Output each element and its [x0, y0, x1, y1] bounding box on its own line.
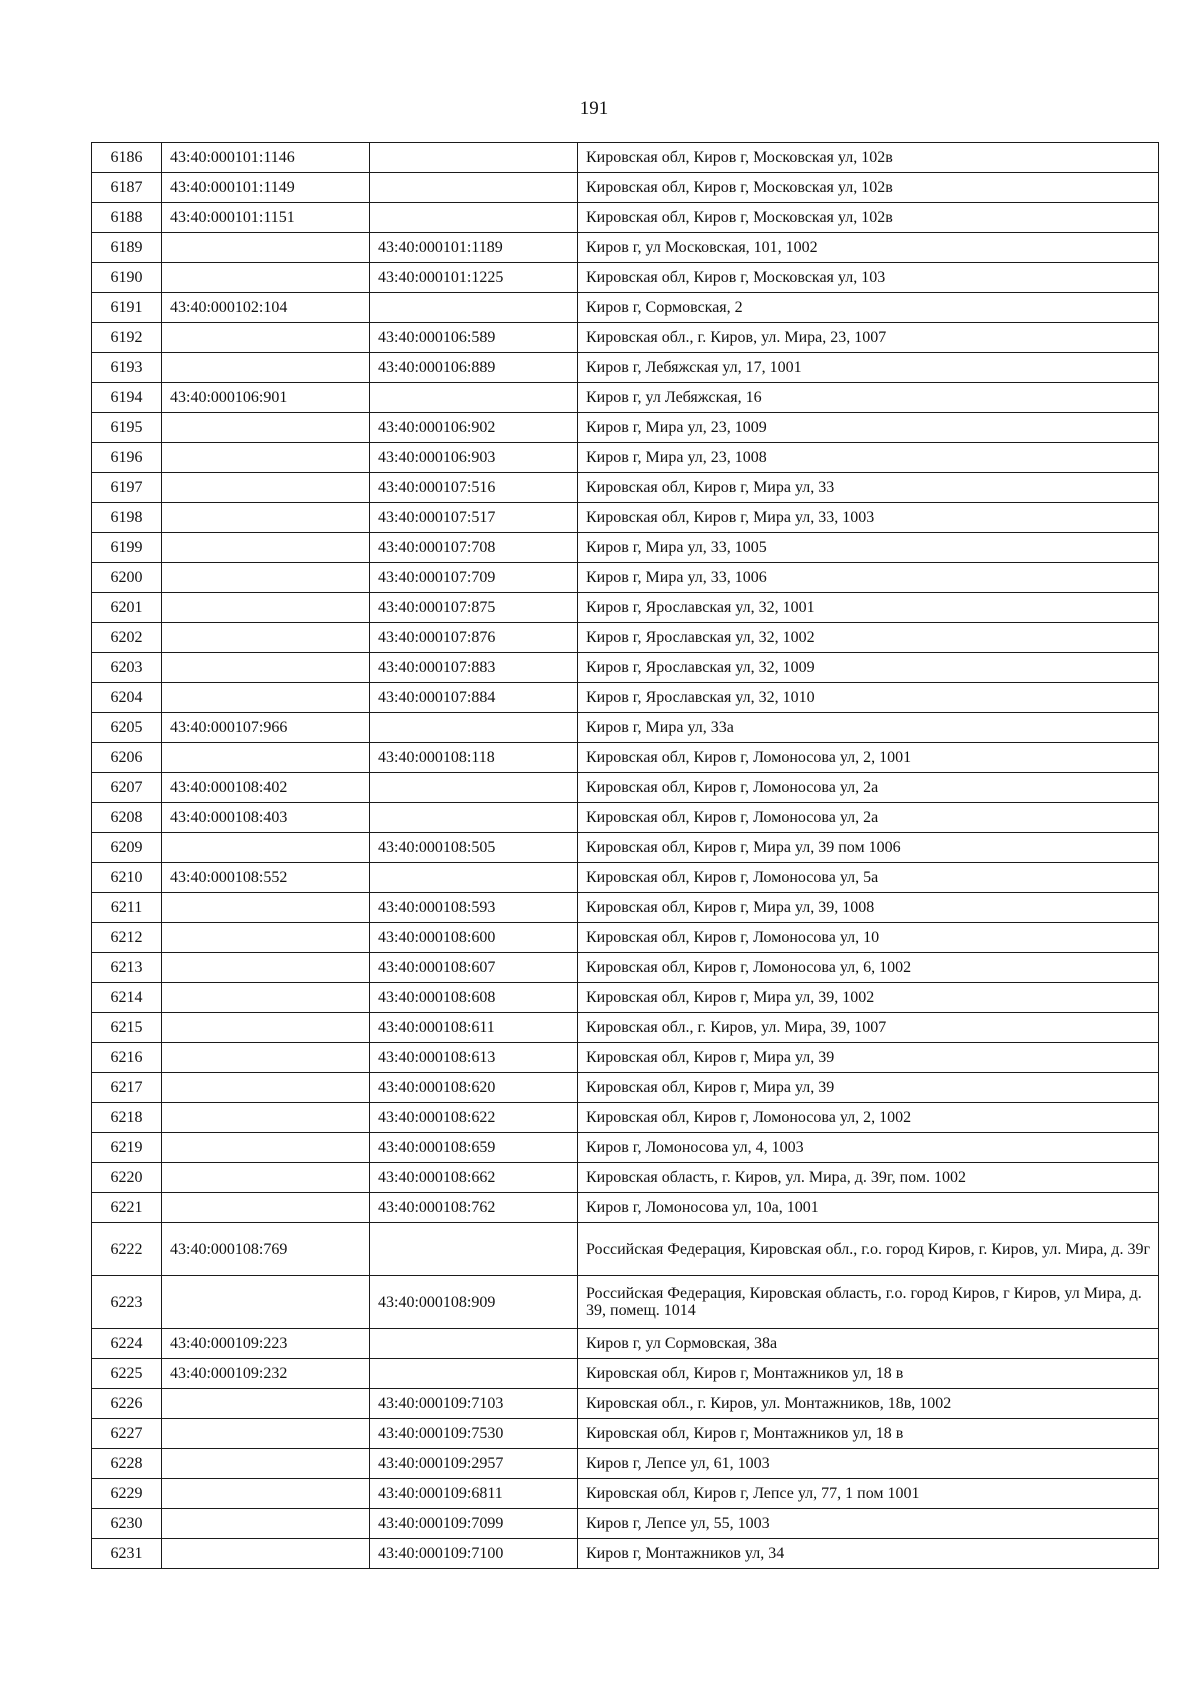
address-cell: Кировская обл, Киров г, Мира ул, 39 пом 1006 — [578, 833, 1159, 863]
address-cell: Кировская обл, Киров г, Монтажников ул, 18 в — [578, 1419, 1159, 1449]
table-row — [92, 1419, 1159, 1449]
row-number-cell: 6202 — [92, 623, 162, 653]
row-number-cell: 6227 — [92, 1419, 162, 1449]
table-row — [92, 1276, 1159, 1329]
row-number-cell: 6216 — [92, 1043, 162, 1073]
row-number-cell: 6224 — [92, 1329, 162, 1359]
address-cell: Киров г, Монтажников ул, 34 — [578, 1539, 1159, 1569]
table-row — [92, 953, 1159, 983]
cadastral-number-cell: 43:40:000107:966 — [162, 713, 370, 743]
cadastral-number-cell — [162, 683, 370, 713]
cadastral-number-cell — [162, 653, 370, 683]
address-cell: Кировская обл, Киров г, Мира ул, 33 — [578, 473, 1159, 503]
cadastral-number-cell: 43:40:000109:232 — [162, 1359, 370, 1389]
row-number-cell: 6194 — [92, 383, 162, 413]
row-number-cell: 6199 — [92, 533, 162, 563]
premises-cadastral-number-cell: 43:40:000107:709 — [370, 563, 578, 593]
premises-cadastral-number-cell: 43:40:000107:517 — [370, 503, 578, 533]
premises-cadastral-number-cell — [370, 1223, 578, 1276]
address-cell: Киров г, Ярославская ул, 32, 1010 — [578, 683, 1159, 713]
row-number-cell: 6223 — [92, 1276, 162, 1329]
cadastral-number-cell: 43:40:000101:1149 — [162, 173, 370, 203]
cadastral-number-cell — [162, 833, 370, 863]
cadastral-number-cell — [162, 893, 370, 923]
premises-cadastral-number-cell: 43:40:000108:909 — [370, 1276, 578, 1329]
row-number-cell: 6192 — [92, 323, 162, 353]
row-number-cell: 6196 — [92, 443, 162, 473]
row-number-cell: 6218 — [92, 1103, 162, 1133]
address-cell: Кировская обл, Киров г, Московская ул, 103 — [578, 263, 1159, 293]
table-row — [92, 173, 1159, 203]
row-number-cell: 6229 — [92, 1479, 162, 1509]
address-cell: Киров г, Мира ул, 33, 1005 — [578, 533, 1159, 563]
premises-cadastral-number-cell: 43:40:000106:889 — [370, 353, 578, 383]
row-number-cell: 6221 — [92, 1193, 162, 1223]
table-row — [92, 233, 1159, 263]
row-number-cell: 6193 — [92, 353, 162, 383]
premises-cadastral-number-cell — [370, 203, 578, 233]
cadastral-number-cell: 43:40:000109:223 — [162, 1329, 370, 1359]
page-number — [0, 98, 1200, 120]
premises-cadastral-number-cell — [370, 383, 578, 413]
table-row — [92, 713, 1159, 743]
address-cell: Кировская обл, Киров г, Ломоносова ул, 2, 1001 — [578, 743, 1159, 773]
table-row — [92, 1163, 1159, 1193]
address-cell: Кировская обл., г. Киров, ул. Мира, 39, 1007 — [578, 1013, 1159, 1043]
address-cell: Кировская обл, Киров г, Ломоносова ул, 6, 1002 — [578, 953, 1159, 983]
row-number-cell: 6191 — [92, 293, 162, 323]
premises-cadastral-number-cell: 43:40:000108:659 — [370, 1133, 578, 1163]
row-number-cell: 6197 — [92, 473, 162, 503]
cadastral-number-cell: 43:40:000106:901 — [162, 383, 370, 413]
address-cell: Кировская обл, Киров г, Мира ул, 39 — [578, 1043, 1159, 1073]
premises-cadastral-number-cell — [370, 1359, 578, 1389]
row-number-cell: 6190 — [92, 263, 162, 293]
address-cell: Киров г, Ярославская ул, 32, 1001 — [578, 593, 1159, 623]
table-row — [92, 203, 1159, 233]
table-row — [92, 1359, 1159, 1389]
row-number-cell: 6212 — [92, 923, 162, 953]
registry-table — [91, 142, 1159, 1569]
address-cell: Кировская обл, Киров г, Мира ул, 33, 1003 — [578, 503, 1159, 533]
address-cell: Киров г, ул Лебяжская, 16 — [578, 383, 1159, 413]
premises-cadastral-number-cell — [370, 293, 578, 323]
table-row — [92, 1389, 1159, 1419]
cadastral-number-cell — [162, 233, 370, 263]
row-number-cell: 6200 — [92, 563, 162, 593]
premises-cadastral-number-cell: 43:40:000108:118 — [370, 743, 578, 773]
premises-cadastral-number-cell: 43:40:000107:876 — [370, 623, 578, 653]
row-number-cell: 6203 — [92, 653, 162, 683]
premises-cadastral-number-cell — [370, 173, 578, 203]
address-cell: Киров г, Лебяжская ул, 17, 1001 — [578, 353, 1159, 383]
row-number-cell: 6208 — [92, 803, 162, 833]
table-row — [92, 443, 1159, 473]
address-cell: Кировская обл, Киров г, Московская ул, 102в — [578, 173, 1159, 203]
cadastral-number-cell — [162, 743, 370, 773]
address-cell: Кировская обл, Киров г, Московская ул, 102в — [578, 203, 1159, 233]
row-number-cell: 6187 — [92, 173, 162, 203]
cadastral-number-cell — [162, 1073, 370, 1103]
table-row — [92, 1013, 1159, 1043]
premises-cadastral-number-cell: 43:40:000109:7103 — [370, 1389, 578, 1419]
address-cell: Кировская обл, Киров г, Мира ул, 39, 1002 — [578, 983, 1159, 1013]
premises-cadastral-number-cell — [370, 863, 578, 893]
cadastral-number-cell — [162, 1193, 370, 1223]
row-number-cell: 6188 — [92, 203, 162, 233]
address-cell: Киров г, Мира ул, 23, 1008 — [578, 443, 1159, 473]
premises-cadastral-number-cell: 43:40:000108:600 — [370, 923, 578, 953]
premises-cadastral-number-cell: 43:40:000108:613 — [370, 1043, 578, 1073]
table-row — [92, 353, 1159, 383]
address-cell: Кировская обл, Киров г, Ломоносова ул, 2а — [578, 803, 1159, 833]
cadastral-number-cell — [162, 443, 370, 473]
address-cell: Кировская обл, Киров г, Мира ул, 39, 1008 — [578, 893, 1159, 923]
row-number-cell: 6189 — [92, 233, 162, 263]
row-number-cell: 6222 — [92, 1223, 162, 1276]
premises-cadastral-number-cell: 43:40:000109:2957 — [370, 1449, 578, 1479]
cadastral-number-cell: 43:40:000108:402 — [162, 773, 370, 803]
row-number-cell: 6220 — [92, 1163, 162, 1193]
row-number-cell: 6214 — [92, 983, 162, 1013]
row-number-cell: 6230 — [92, 1509, 162, 1539]
cadastral-number-cell — [162, 1043, 370, 1073]
table-row — [92, 803, 1159, 833]
cadastral-number-cell — [162, 1276, 370, 1329]
address-cell: Киров г, Мира ул, 33а — [578, 713, 1159, 743]
table-row — [92, 323, 1159, 353]
cadastral-number-cell — [162, 923, 370, 953]
table-row — [92, 413, 1159, 443]
row-number-cell: 6217 — [92, 1073, 162, 1103]
row-number-cell: 6228 — [92, 1449, 162, 1479]
row-number-cell: 6209 — [92, 833, 162, 863]
premises-cadastral-number-cell: 43:40:000109:7100 — [370, 1539, 578, 1569]
table-row — [92, 653, 1159, 683]
page-number-text: 191 — [579, 98, 609, 119]
table-row — [92, 473, 1159, 503]
address-cell: Кировская обл, Киров г, Ломоносова ул, 5а — [578, 863, 1159, 893]
premises-cadastral-number-cell — [370, 713, 578, 743]
premises-cadastral-number-cell: 43:40:000106:902 — [370, 413, 578, 443]
table-row — [92, 893, 1159, 923]
table-row — [92, 503, 1159, 533]
cadastral-number-cell — [162, 593, 370, 623]
premises-cadastral-number-cell: 43:40:000107:516 — [370, 473, 578, 503]
premises-cadastral-number-cell: 43:40:000101:1225 — [370, 263, 578, 293]
row-number-cell: 6231 — [92, 1539, 162, 1569]
premises-cadastral-number-cell: 43:40:000108:611 — [370, 1013, 578, 1043]
table-row — [92, 1509, 1159, 1539]
address-cell: Кировская обл, Киров г, Ломоносова ул, 10 — [578, 923, 1159, 953]
cadastral-number-cell — [162, 1013, 370, 1043]
table-row — [92, 623, 1159, 653]
premises-cadastral-number-cell: 43:40:000109:6811 — [370, 1479, 578, 1509]
table-row — [92, 1103, 1159, 1133]
table-row — [92, 1133, 1159, 1163]
address-cell: Киров г, Лепсе ул, 55, 1003 — [578, 1509, 1159, 1539]
table-row — [92, 1479, 1159, 1509]
premises-cadastral-number-cell: 43:40:000106:903 — [370, 443, 578, 473]
cadastral-number-cell — [162, 1479, 370, 1509]
table-row — [92, 1043, 1159, 1073]
address-cell: Кировская обл, Киров г, Московская ул, 102в — [578, 143, 1159, 173]
cadastral-number-cell — [162, 1163, 370, 1193]
premises-cadastral-number-cell — [370, 803, 578, 833]
table-row — [92, 1193, 1159, 1223]
row-number-cell: 6215 — [92, 1013, 162, 1043]
table-row — [92, 533, 1159, 563]
cadastral-number-cell — [162, 1389, 370, 1419]
table-row — [92, 773, 1159, 803]
table-row — [92, 293, 1159, 323]
table-row — [92, 1329, 1159, 1359]
row-number-cell: 6204 — [92, 683, 162, 713]
address-cell: Киров г, Лепсе ул, 61, 1003 — [578, 1449, 1159, 1479]
address-cell: Киров г, ул Московская, 101, 1002 — [578, 233, 1159, 263]
address-cell: Киров г, Сормовская, 2 — [578, 293, 1159, 323]
address-cell: Киров г, Мира ул, 33, 1006 — [578, 563, 1159, 593]
cadastral-number-cell: 43:40:000101:1146 — [162, 143, 370, 173]
cadastral-number-cell: 43:40:000108:769 — [162, 1223, 370, 1276]
cadastral-number-cell — [162, 623, 370, 653]
premises-cadastral-number-cell: 43:40:000108:762 — [370, 1193, 578, 1223]
premises-cadastral-number-cell: 43:40:000107:875 — [370, 593, 578, 623]
row-number-cell: 6186 — [92, 143, 162, 173]
cadastral-number-cell: 43:40:000102:104 — [162, 293, 370, 323]
premises-cadastral-number-cell: 43:40:000107:883 — [370, 653, 578, 683]
address-cell: Кировская обл, Киров г, Лепсе ул, 77, 1 пом 1001 — [578, 1479, 1159, 1509]
address-cell: Российская Федерация, Кировская область, г.о. город Киров, г Киров, ул Мира, д. 39, помещ. 1014 — [578, 1276, 1159, 1329]
cadastral-number-cell — [162, 563, 370, 593]
premises-cadastral-number-cell: 43:40:000107:708 — [370, 533, 578, 563]
row-number-cell: 6219 — [92, 1133, 162, 1163]
table-row — [92, 1223, 1159, 1276]
row-number-cell: 6201 — [92, 593, 162, 623]
premises-cadastral-number-cell: 43:40:000101:1189 — [370, 233, 578, 263]
premises-cadastral-number-cell: 43:40:000108:505 — [370, 833, 578, 863]
premises-cadastral-number-cell — [370, 773, 578, 803]
table-row — [92, 563, 1159, 593]
address-cell: Киров г, Ломоносова ул, 4, 1003 — [578, 1133, 1159, 1163]
table-row — [92, 263, 1159, 293]
cadastral-number-cell — [162, 263, 370, 293]
address-cell: Кировская область, г. Киров, ул. Мира, д. 39г, пом. 1002 — [578, 1163, 1159, 1193]
address-cell: Российская Федерация, Кировская обл., г.о. город Киров, г. Киров, ул. Мира, д. 39г — [578, 1223, 1159, 1276]
table-row — [92, 143, 1159, 173]
table-row — [92, 1073, 1159, 1103]
cadastral-number-cell — [162, 983, 370, 1013]
address-cell: Киров г, Ломоносова ул, 10а, 1001 — [578, 1193, 1159, 1223]
cadastral-number-cell — [162, 1509, 370, 1539]
cadastral-number-cell — [162, 473, 370, 503]
cadastral-number-cell — [162, 323, 370, 353]
row-number-cell: 6206 — [92, 743, 162, 773]
row-number-cell: 6207 — [92, 773, 162, 803]
premises-cadastral-number-cell: 43:40:000108:622 — [370, 1103, 578, 1133]
address-cell: Кировская обл., г. Киров, ул. Монтажников, 18в, 1002 — [578, 1389, 1159, 1419]
premises-cadastral-number-cell: 43:40:000108:593 — [370, 893, 578, 923]
cadastral-number-cell — [162, 533, 370, 563]
table-row — [92, 1539, 1159, 1569]
cadastral-number-cell — [162, 353, 370, 383]
premises-cadastral-number-cell: 43:40:000109:7530 — [370, 1419, 578, 1449]
address-cell: Кировская обл, Киров г, Мира ул, 39 — [578, 1073, 1159, 1103]
address-cell: Кировская обл, Киров г, Монтажников ул, 18 в — [578, 1359, 1159, 1389]
cadastral-number-cell: 43:40:000101:1151 — [162, 203, 370, 233]
table-row — [92, 1449, 1159, 1479]
cadastral-number-cell — [162, 1449, 370, 1479]
row-number-cell: 6205 — [92, 713, 162, 743]
cadastral-number-cell — [162, 1539, 370, 1569]
premises-cadastral-number-cell: 43:40:000108:608 — [370, 983, 578, 1013]
cadastral-number-cell — [162, 413, 370, 443]
table-row — [92, 863, 1159, 893]
table-row — [92, 383, 1159, 413]
row-number-cell: 6226 — [92, 1389, 162, 1419]
cadastral-number-cell — [162, 1419, 370, 1449]
premises-cadastral-number-cell: 43:40:000108:607 — [370, 953, 578, 983]
address-cell: Киров г, Мира ул, 23, 1009 — [578, 413, 1159, 443]
cadastral-number-cell: 43:40:000108:552 — [162, 863, 370, 893]
address-cell: Киров г, Ярославская ул, 32, 1002 — [578, 623, 1159, 653]
premises-cadastral-number-cell: 43:40:000108:662 — [370, 1163, 578, 1193]
table-row — [92, 923, 1159, 953]
cadastral-number-cell — [162, 503, 370, 533]
table-row — [92, 743, 1159, 773]
row-number-cell: 6225 — [92, 1359, 162, 1389]
address-cell: Кировская обл, Киров г, Ломоносова ул, 2а — [578, 773, 1159, 803]
address-cell: Киров г, ул Сормовская, 38а — [578, 1329, 1159, 1359]
premises-cadastral-number-cell: 43:40:000106:589 — [370, 323, 578, 353]
address-cell: Кировская обл., г. Киров, ул. Мира, 23, 1007 — [578, 323, 1159, 353]
table-row — [92, 983, 1159, 1013]
cadastral-number-cell — [162, 1103, 370, 1133]
row-number-cell: 6210 — [92, 863, 162, 893]
row-number-cell: 6213 — [92, 953, 162, 983]
premises-cadastral-number-cell — [370, 143, 578, 173]
address-cell: Киров г, Ярославская ул, 32, 1009 — [578, 653, 1159, 683]
row-number-cell: 6211 — [92, 893, 162, 923]
table-row — [92, 593, 1159, 623]
premises-cadastral-number-cell — [370, 1329, 578, 1359]
address-cell: Кировская обл, Киров г, Ломоносова ул, 2, 1002 — [578, 1103, 1159, 1133]
premises-cadastral-number-cell: 43:40:000108:620 — [370, 1073, 578, 1103]
cadastral-number-cell: 43:40:000108:403 — [162, 803, 370, 833]
table-row — [92, 683, 1159, 713]
premises-cadastral-number-cell: 43:40:000107:884 — [370, 683, 578, 713]
row-number-cell: 6198 — [92, 503, 162, 533]
table-row — [92, 833, 1159, 863]
row-number-cell: 6195 — [92, 413, 162, 443]
registry-table-body — [92, 143, 1159, 1569]
cadastral-number-cell — [162, 953, 370, 983]
premises-cadastral-number-cell: 43:40:000109:7099 — [370, 1509, 578, 1539]
cadastral-number-cell — [162, 1133, 370, 1163]
